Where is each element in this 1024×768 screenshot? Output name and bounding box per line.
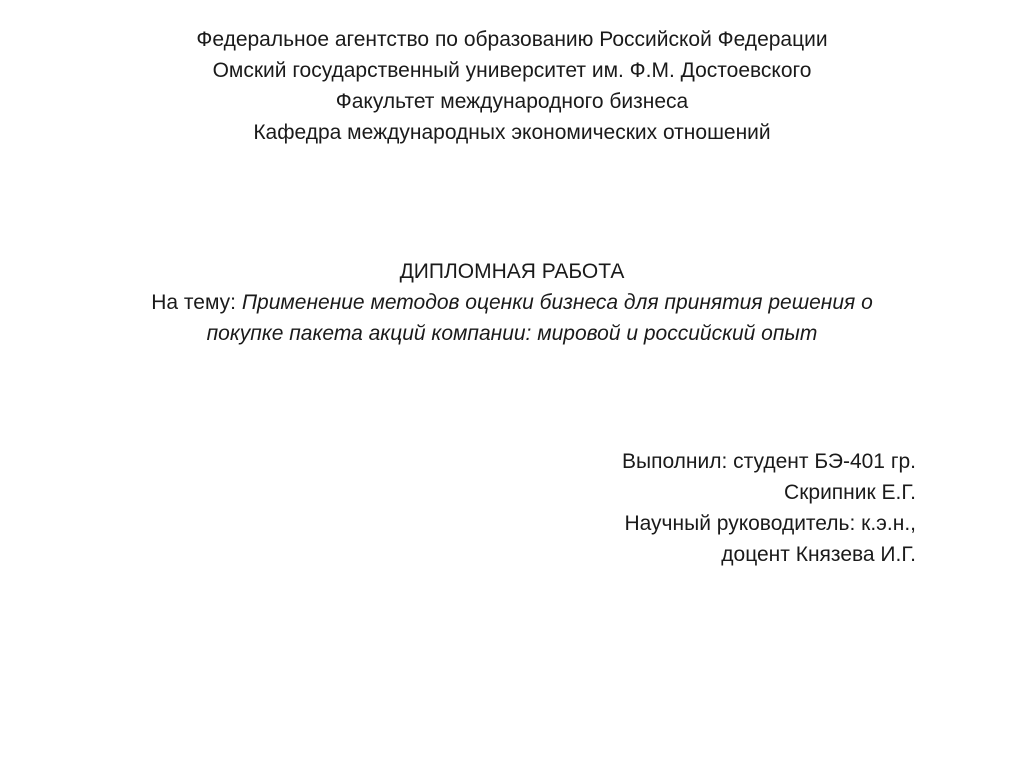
author-line-supervisor-name: доцент Князева И.Г. <box>721 543 916 566</box>
work-type: ДИПЛОМНАЯ РАБОТА <box>399 260 625 283</box>
header-line-faculty: Факультет международного бизнеса <box>335 90 689 113</box>
topic-prefix: На тему: <box>151 291 242 314</box>
header-line-university: Омский государственный университет им. Ф.М. Достоевского <box>212 59 812 82</box>
author-block <box>622 446 916 570</box>
institution-header <box>60 24 964 148</box>
topic-line-1 <box>60 287 964 318</box>
header-line-agency: Федеральное агентство по образованию Российской Федерации <box>196 28 828 51</box>
header-line-department: Кафедра международных экономических отношений <box>253 121 771 144</box>
author-line-supervisor: Научный руководитель: к.э.н., <box>624 512 916 535</box>
topic-title-part-2: покупке пакета акций компании: мировой и российский опыт <box>206 322 818 345</box>
author-line-student: Выполнил: студент БЭ-401 гр. <box>621 450 916 473</box>
topic-title-part-1: Применение методов оценки бизнеса для принятия решения о <box>241 291 873 314</box>
author-line-name: Скрипник Е.Г. <box>784 481 916 504</box>
work-title-block <box>60 256 964 349</box>
